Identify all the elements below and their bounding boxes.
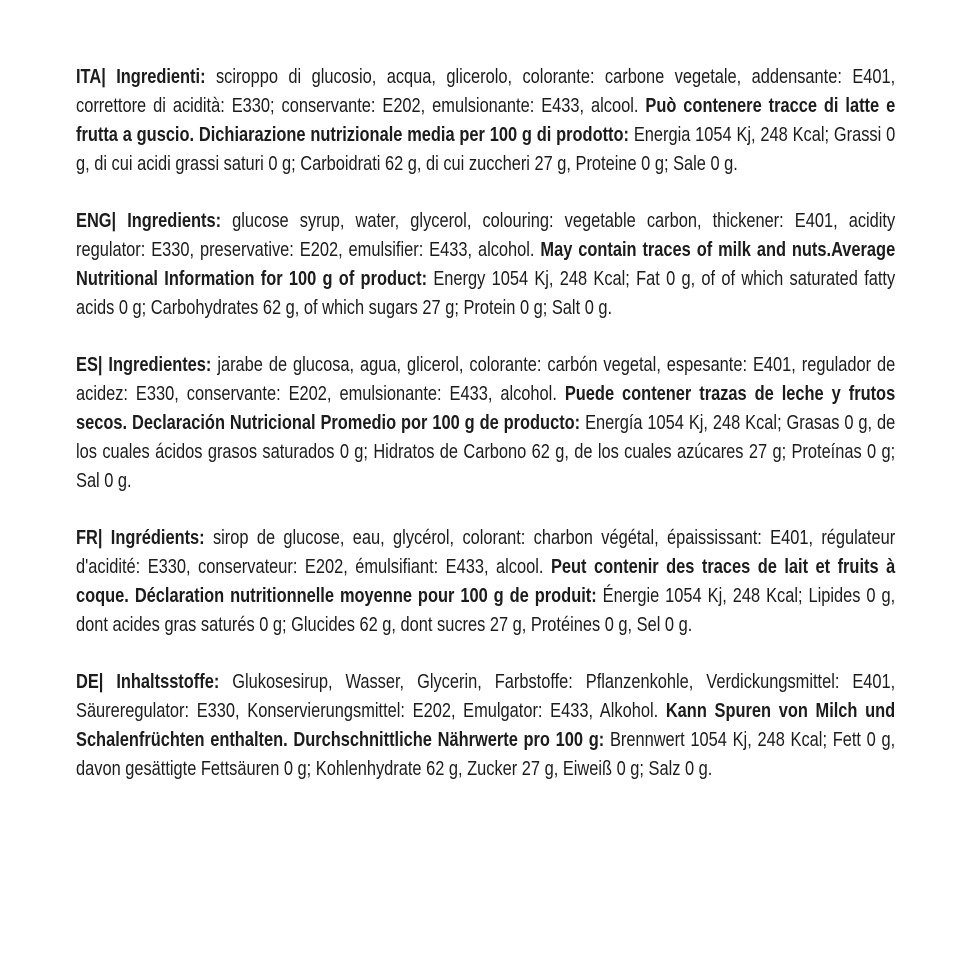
nutrition-text: Énergie 1054 Kj, 248 Kcal; Lipides 0 g, dont acides gras saturés 0 g; Glucides 62 g, dont sucres 27 g, Protéines 0 g, Sel 0 g.	[76, 584, 896, 636]
ingredients-heading: Ingredienti:	[116, 65, 206, 88]
ingredients-text: Glukosesirup, Wasser, Glycerin, Farbstoffe: Pflanzenkohle, Verdickungsmittel: E401, Säureregulator: E330, Konservierungsmittel: E202, Emulgator: E433, Alkohol.	[76, 670, 896, 722]
nutrition-text: Energy 1054 Kj, 248 Kcal; Fat 0 g, of of which saturated fatty acids 0 g; Carbohydrates 62 g, of which sugars 27 g; Protein 0 g; Salt 0 g.	[76, 267, 896, 319]
nutrition-heading: Average Nutritional Information for 100 g of product:	[76, 238, 896, 290]
ingredients-text: sirop de glucose, eau, glycérol, colorant: charbon végétal, épaississant: E401, régulateur d'acidité: E330, conservateur: E202, émulsifiant: E433, alcool.	[76, 526, 896, 578]
allergen-warning: Può contenere tracce di latte e frutta a guscio.	[76, 94, 896, 146]
allergen-warning: Puede contener trazas de leche y frutos secos.	[76, 382, 896, 434]
nutrition-text: Energia 1054 Kj, 248 Kcal; Grassi 0 g, di cui acidi grassi saturi 0 g; Carboidrati 62 g, di cui zuccheri 27 g, Proteine 0 g; Sale 0 g.	[76, 123, 896, 175]
nutrition-heading: Déclaration nutritionnelle moyenne pour 100 g de produit:	[134, 584, 597, 607]
ingredients-label-document	[76, 62, 895, 783]
nutrition-text: Brennwert 1054 Kj, 248 Kcal; Fett 0 g, davon gesättigte Fettsäuren 0 g; Kohlenhydrate 62 g, Zucker 27 g, Eiweiß 0 g; Salz 0 g.	[76, 728, 896, 780]
section-de	[76, 667, 895, 783]
nutrition-heading: Declaración Nutricional Promedio por 100 g de producto:	[131, 411, 581, 434]
section-fr	[76, 523, 895, 639]
ingredients-text: jarabe de glucosa, agua, glicerol, colorante: carbón vegetal, espesante: E401, regulador de acidez: E330, conservante: E202, emulsionante: E433, alcohol.	[76, 353, 896, 405]
language-code: ENG|	[76, 209, 117, 232]
ingredients-text: glucose syrup, water, glycerol, colouring: vegetable carbon, thickener: E401, acidity regulator: E330, preservative: E202, emulsifier: E433, alcohol.	[76, 209, 896, 261]
ingredients-heading: Ingrédients:	[110, 526, 205, 549]
allergen-warning: Peut contenir des traces de lait et fruits à coque.	[76, 555, 896, 607]
language-code: ITA|	[76, 65, 106, 88]
ingredients-heading: Inhaltsstoffe:	[116, 670, 220, 693]
nutrition-heading: Dichiarazione nutrizionale media per 100 g di prodotto:	[198, 123, 629, 146]
section-eng	[76, 206, 895, 322]
language-code: DE|	[76, 670, 104, 693]
ingredients-heading: Ingredientes:	[108, 353, 212, 376]
allergen-warning: Kann Spuren von Milch und Schalenfrüchten enthalten.	[76, 699, 896, 751]
allergen-warning: May contain traces of milk and nuts.	[540, 238, 832, 261]
ingredients-heading: Ingredients:	[127, 209, 222, 232]
nutrition-text: Energía 1054 Kj, 248 Kcal; Grasas 0 g, de los cuales ácidos grasos saturados 0 g; Hidratos de Carbono 62 g, de los cuales azúcares 27 g; Proteínas 0 g; Sal 0 g.	[76, 411, 896, 492]
section-ita	[76, 62, 895, 178]
language-code: FR|	[76, 526, 103, 549]
section-es	[76, 350, 895, 495]
language-code: ES|	[76, 353, 103, 376]
ingredients-text: sciroppo di glucosio, acqua, glicerolo, colorante: carbone vegetale, addensante: E401, correttore di acidità: E330; conservante: E202, emulsionante: E433, alcool.	[76, 65, 896, 117]
nutrition-heading: Durchschnittliche Nährwerte pro 100 g:	[293, 728, 605, 751]
